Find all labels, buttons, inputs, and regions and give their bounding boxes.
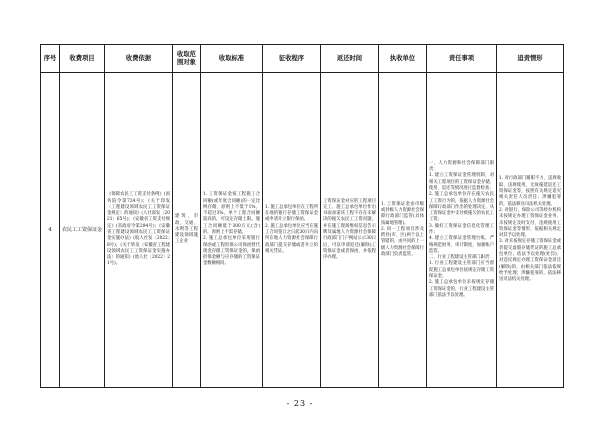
header-item: 收费项目 xyxy=(60,45,105,73)
cell-accountability: 1. 对行政部门履职不力、违规收取、违规使用、无故拖延返还工资保证金等，按照有关规定追究相关责任人员责任；涉嫌犯罪的，依法移送司法机关处理。 2. 对银行、保险公司等经办机构未按规定办理工资保证金业务、未按规定及时支付、违规使用工资保证金等情形，依据相关规定对其予以处理。 3. 对未按规定存储工资保证金或者提交虚假存储凭证的施工总承包单位，依法予以处理(处罚)；对违反规定办理工资保证金返还(解除)的，由相关部门依法依规给予处理；涉嫌犯罪的，依法移送司法机关处理。 xyxy=(499,176,561,283)
cell-procedure: 1. 施工总承包单位在工程所在地的银行存储工资保证金或申请开立银行保函。 2. 施工总承包单位应当在施工合同签订之日起30日内向所在地人力资源社会保障行政部门提交存储或者开立的相关凭证。 xyxy=(263,73,321,387)
cell-scope: 建筑、市政、交通、水利等工程建设领域施工企业 xyxy=(173,73,201,387)
page-number: - 23 - xyxy=(286,399,314,408)
header-scope: 收取范围对象 xyxy=(173,45,201,73)
cell-refund: 工资保证金对应的工程项目完工，施工总承包单位作出书面承诺该工程不存在未解决的拖欠农民工工资问题，并在施工现场维权信息告示牌及属地人力资源社会保障行政部门门户网站公示30日后，可以申请返还(解除)工资保证金或者保函，并依程序办理。 xyxy=(321,73,379,387)
cell-unit: 1. 工资保证金由市级或县级人力资源社会保障行政部门监管(具体按属地管理)。 2. 同一工程项目涉及跨县(市、区)两个以上管辖的，由共同的上一级人力资源社会保障行政部门负责监管。 xyxy=(379,73,427,387)
header-duty: 责任事项 xyxy=(427,45,497,73)
cell-seq: 4 xyxy=(41,73,60,387)
header-procedure: 征收程序 xyxy=(263,45,321,73)
header-basis: 收费依据 xyxy=(105,45,173,73)
cell-basis: 《保障农民工工资支付条例》(国务院令第724号)；《关于印发〈工程建设领域农民工工资保证金规定〉的通知》(人社部发〔2021〕65号)；《安徽省工资支付规定》(省政府令第294号)；《安徽省工程建设领域农民工工资保证金实施办法》(皖人社发〔2022〕8号)；《关于转发〈安徽省工程建设领域农民工工资保证金实施办法〉的通知》(池人社〔2022〕21号)。 xyxy=(105,73,173,387)
header-seq: 序号 xyxy=(41,45,60,73)
cell-item: 农民工工资保证金 xyxy=(60,73,105,387)
header-accountability: 追责情形 xyxy=(497,45,563,73)
header-unit: 执收单位 xyxy=(379,45,427,73)
header-refund: 返还时间 xyxy=(321,45,379,73)
header-standard: 收取标准 xyxy=(201,45,263,73)
cell-duty: 一、人力资源和社会保障部门职责： 1. 建立工资保证金管理机制，对相关工程项目的工资保证金存储、使用、返还等情况进行监督检查； 2. 施工总承包单位存在拖欠农民工工资行为的，依据人力资源社会保障行政部门作出的处理决定，从工资保证金中支付被拖欠的农民工工资； 3. 做好工资保证金信息化管理工作； 4. 建立工资保证金管理台账，严格规范财务、审计制度，加强账户监管。 二、行业工程建设主管部门职责： 1. 行业工程建设主管部门应当督促施工总承包单位按规定存储工资保证金； 2. 施工总承包单位未按规定存储工资保证金的，行业工程建设主管部门依法予以处理。 xyxy=(427,73,497,387)
cell-standard: 1. 工资保证金按工程施工合同额(或年度合同额)的一定比例存储，原则上不低于1%，不超过3%，单个工程合同额较高的，可设定存储上限。施工合同额低于300万元(含)的，原则上不需存储。 2. 施工总承包单位采用银行保函或工程担保公司保函替代现金存储工资保证金的，保函担保金额与应存储的工资保证金数额相同。 xyxy=(201,73,263,387)
fee-table xyxy=(40,44,564,388)
